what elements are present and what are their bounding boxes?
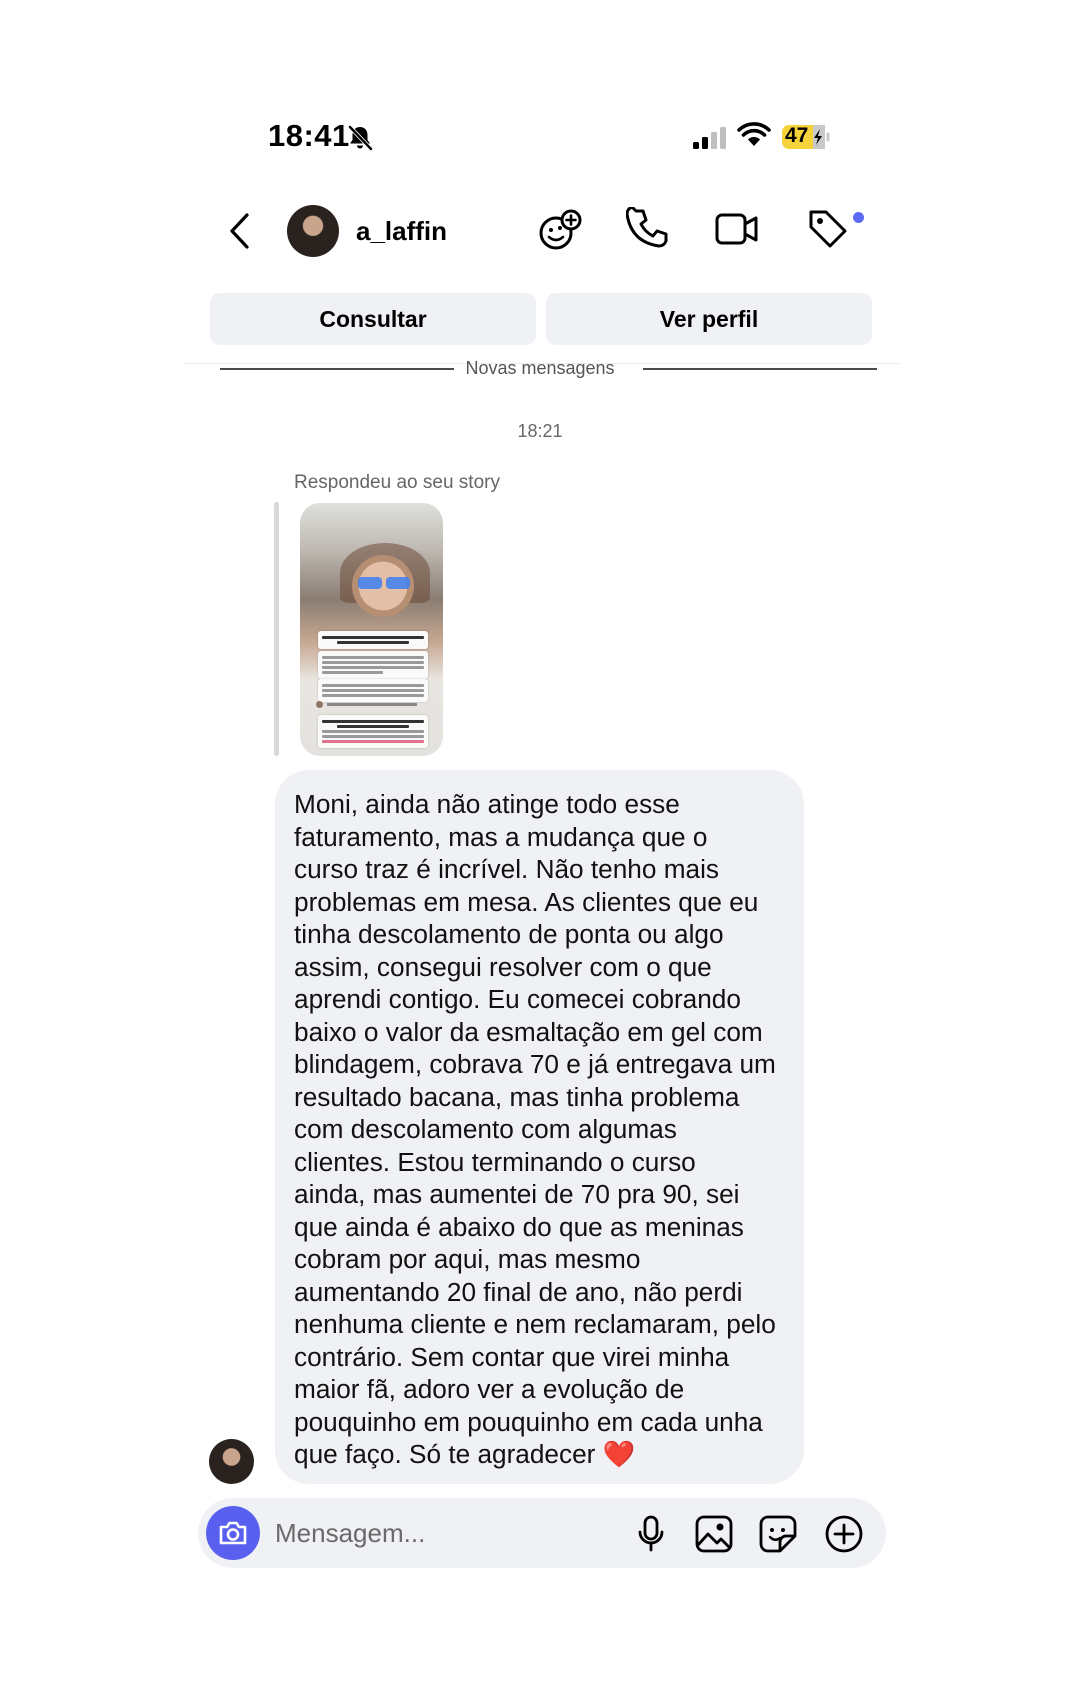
message-bubble[interactable] [275, 770, 804, 1484]
plus-icon[interactable] [824, 1514, 864, 1554]
view-profile-button[interactable]: Ver perfil [546, 293, 872, 345]
contact-username[interactable]: a_laffin [356, 216, 448, 246]
story-reply-label: Respondeu ao seu story [294, 472, 500, 493]
camera-icon [218, 1520, 248, 1546]
avatar[interactable] [287, 205, 339, 257]
signal-icon [692, 126, 730, 150]
camera-button[interactable] [206, 1506, 260, 1560]
back-arrow-icon[interactable] [228, 212, 252, 250]
sticker-icon[interactable] [758, 1514, 798, 1554]
status-time: 18:41 [268, 118, 350, 153]
message-timestamp: 18:21 [517, 421, 563, 441]
new-messages-label: Novas mensagens [465, 358, 615, 378]
heart-emoji: ❤️ [602, 1439, 636, 1469]
message-text: Moni, ainda não atinge todo esse faturamento, mas a mudança que o curso traz é incrível. Não tenho mais problemas em mesa. As clientes que eu tinha descolamento de ponta ou algo assim, consegui resolver com o que aprendi contigo. Eu comecei cobrando baixo o valor da esmaltação em gel com blindagem, cobrava 70 e já entregava um resultado bacana, mas tinha problema com descolamento com algumas clientes. Estou terminando o curso ainda, mas aumentei de 70 pra 90, sei que ainda é abaixo do que as meninas cobram por aqui, mas mesmo aumentando 20 final de ano, não perdi nenhuma cliente e nem reclamaram, pelo contrário. Sem contar que virei minha maior fã, adoro ver a evolução de pouquinho em pouquinho em cada unha que faço. Só te agradecer [294, 789, 776, 1469]
sender-avatar[interactable] [209, 1439, 254, 1484]
reply-bar [274, 502, 279, 756]
gallery-icon[interactable] [694, 1514, 734, 1554]
notification-dot [853, 212, 864, 223]
wifi-icon [737, 122, 771, 148]
phone-icon[interactable] [626, 207, 670, 251]
bell-off-icon [346, 124, 374, 152]
consult-button[interactable]: Consultar [210, 293, 536, 345]
tag-icon[interactable] [806, 207, 850, 251]
battery-level: 47 [785, 124, 809, 147]
message-input[interactable] [275, 1515, 595, 1551]
effects-icon[interactable] [538, 207, 584, 253]
microphone-icon[interactable] [635, 1514, 667, 1554]
video-icon[interactable] [714, 207, 760, 251]
story-thumbnail[interactable] [300, 503, 443, 756]
